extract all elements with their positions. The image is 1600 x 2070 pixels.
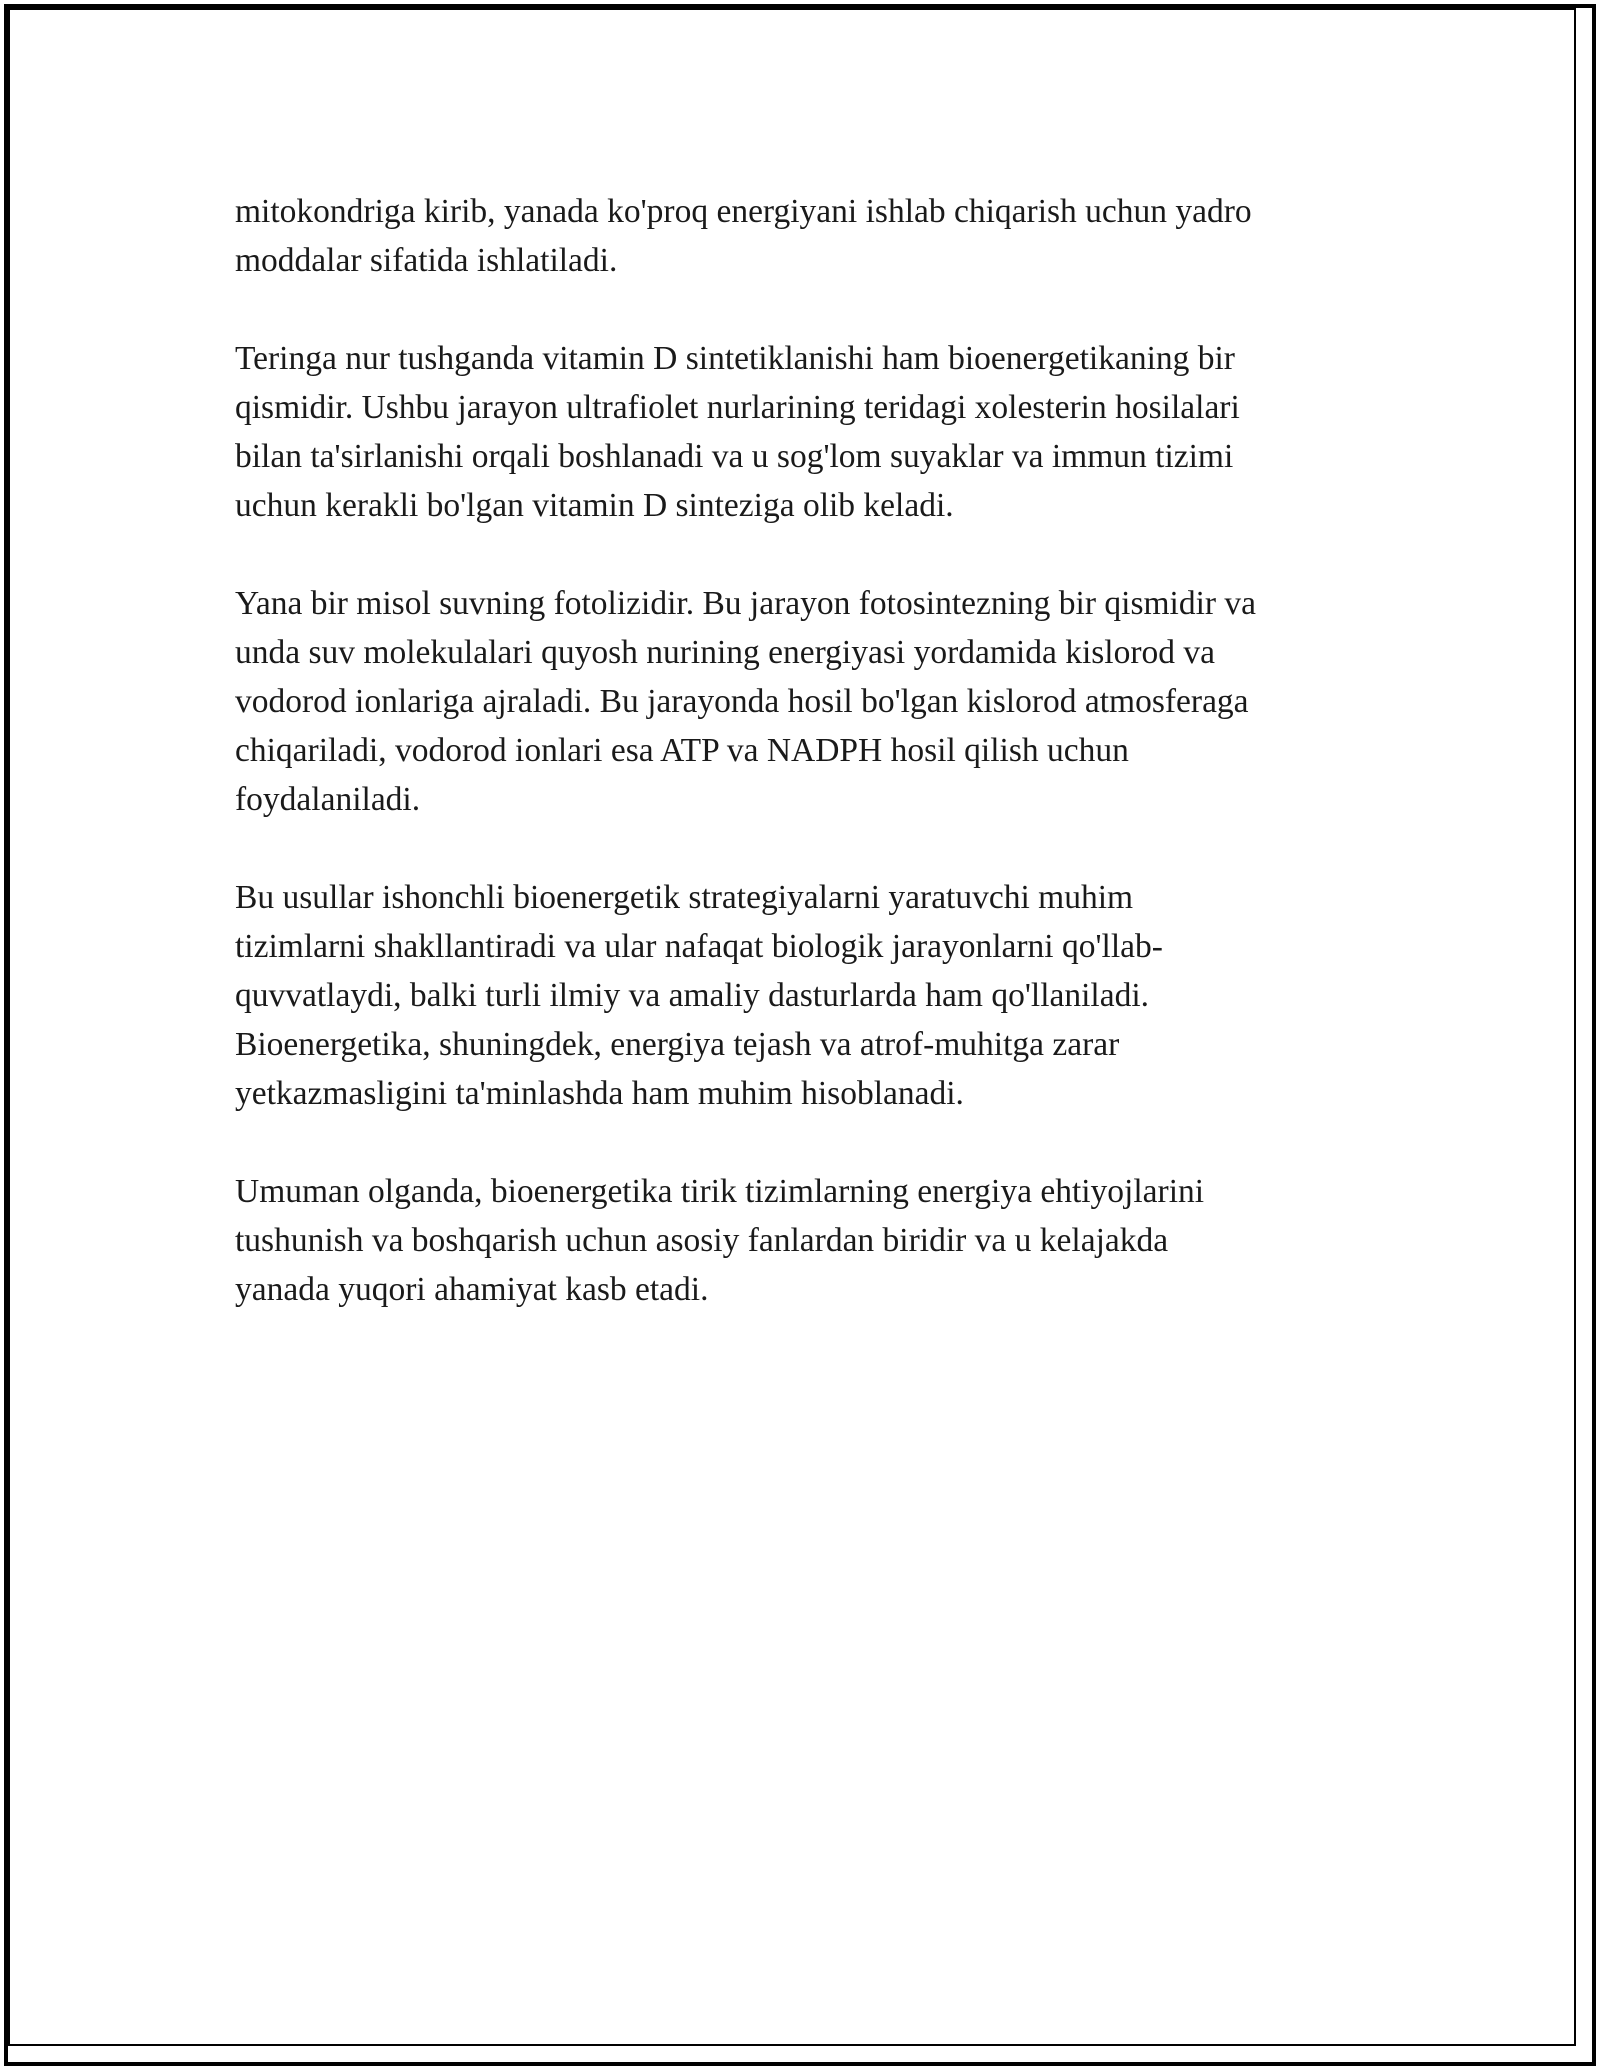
text-line: uchun kerakli bo'lgan vitamin D sinteziga olib keladi.: [235, 487, 954, 524]
text-line: Bioenergetika, shuningdek, energiya tejash va atrof-muhitga zarar: [235, 1026, 1120, 1063]
text-line: tizimlarni shakllantiradi va ular nafaqat biologik jarayonlarni qo'llab-: [235, 928, 1163, 965]
document-body: [235, 187, 1385, 1363]
text-line: bilan ta'sirlanishi orqali boshlanadi va u sog'lom suyaklar va immun tizimi: [235, 438, 1234, 475]
text-line: quvvatlaydi, balki turli ilmiy va amaliy dasturlarda ham qo'llaniladi.: [235, 977, 1150, 1014]
text-line: tushunish va boshqarish uchun asosiy fanlardan biridir va u kelajakda: [235, 1222, 1169, 1259]
paragraph-5: [235, 1167, 1385, 1314]
paragraph-1: [235, 187, 1385, 285]
paragraph-3: [235, 579, 1385, 824]
paragraph-4: [235, 873, 1385, 1118]
text-line: foydalaniladi.: [235, 781, 421, 818]
text-line: moddalar sifatida ishlatiladi.: [235, 242, 618, 279]
text-line: yetkazmasligini ta'minlashda ham muhim hisoblanadi.: [235, 1075, 964, 1112]
text-line: Yana bir misol suvning fotolizidir. Bu jarayon fotosintezning bir qismidir va: [235, 585, 1257, 622]
text-line: Teringa nur tushganda vitamin D sintetiklanishi ham bioenergetikaning bir: [235, 340, 1235, 377]
text-line: qismidir. Ushbu jarayon ultrafiolet nurlarining teridagi xolesterin hosilalari: [235, 389, 1240, 426]
text-line: Umuman olganda, bioenergetika tirik tizimlarning energiya ehtiyojlarini: [235, 1173, 1205, 1210]
text-line: yanada yuqori ahamiyat kasb etadi.: [235, 1271, 709, 1308]
paragraph-2: [235, 334, 1385, 530]
text-line: chiqariladi, vodorod ionlari esa ATP va NADPH hosil qilish uchun: [235, 732, 1129, 769]
text-line: mitokondriga kirib, yanada ko'proq energiyani ishlab chiqarish uchun yadro: [235, 193, 1252, 230]
text-line: vodorod ionlariga ajraladi. Bu jarayonda hosil bo'lgan kislorod atmosferaga: [235, 683, 1249, 720]
text-line: unda suv molekulalari quyosh nurining energiyasi yordamida kislorod va: [235, 634, 1216, 671]
text-line: Bu usullar ishonchli bioenergetik strategiyalarni yaratuvchi muhim: [235, 879, 1134, 916]
